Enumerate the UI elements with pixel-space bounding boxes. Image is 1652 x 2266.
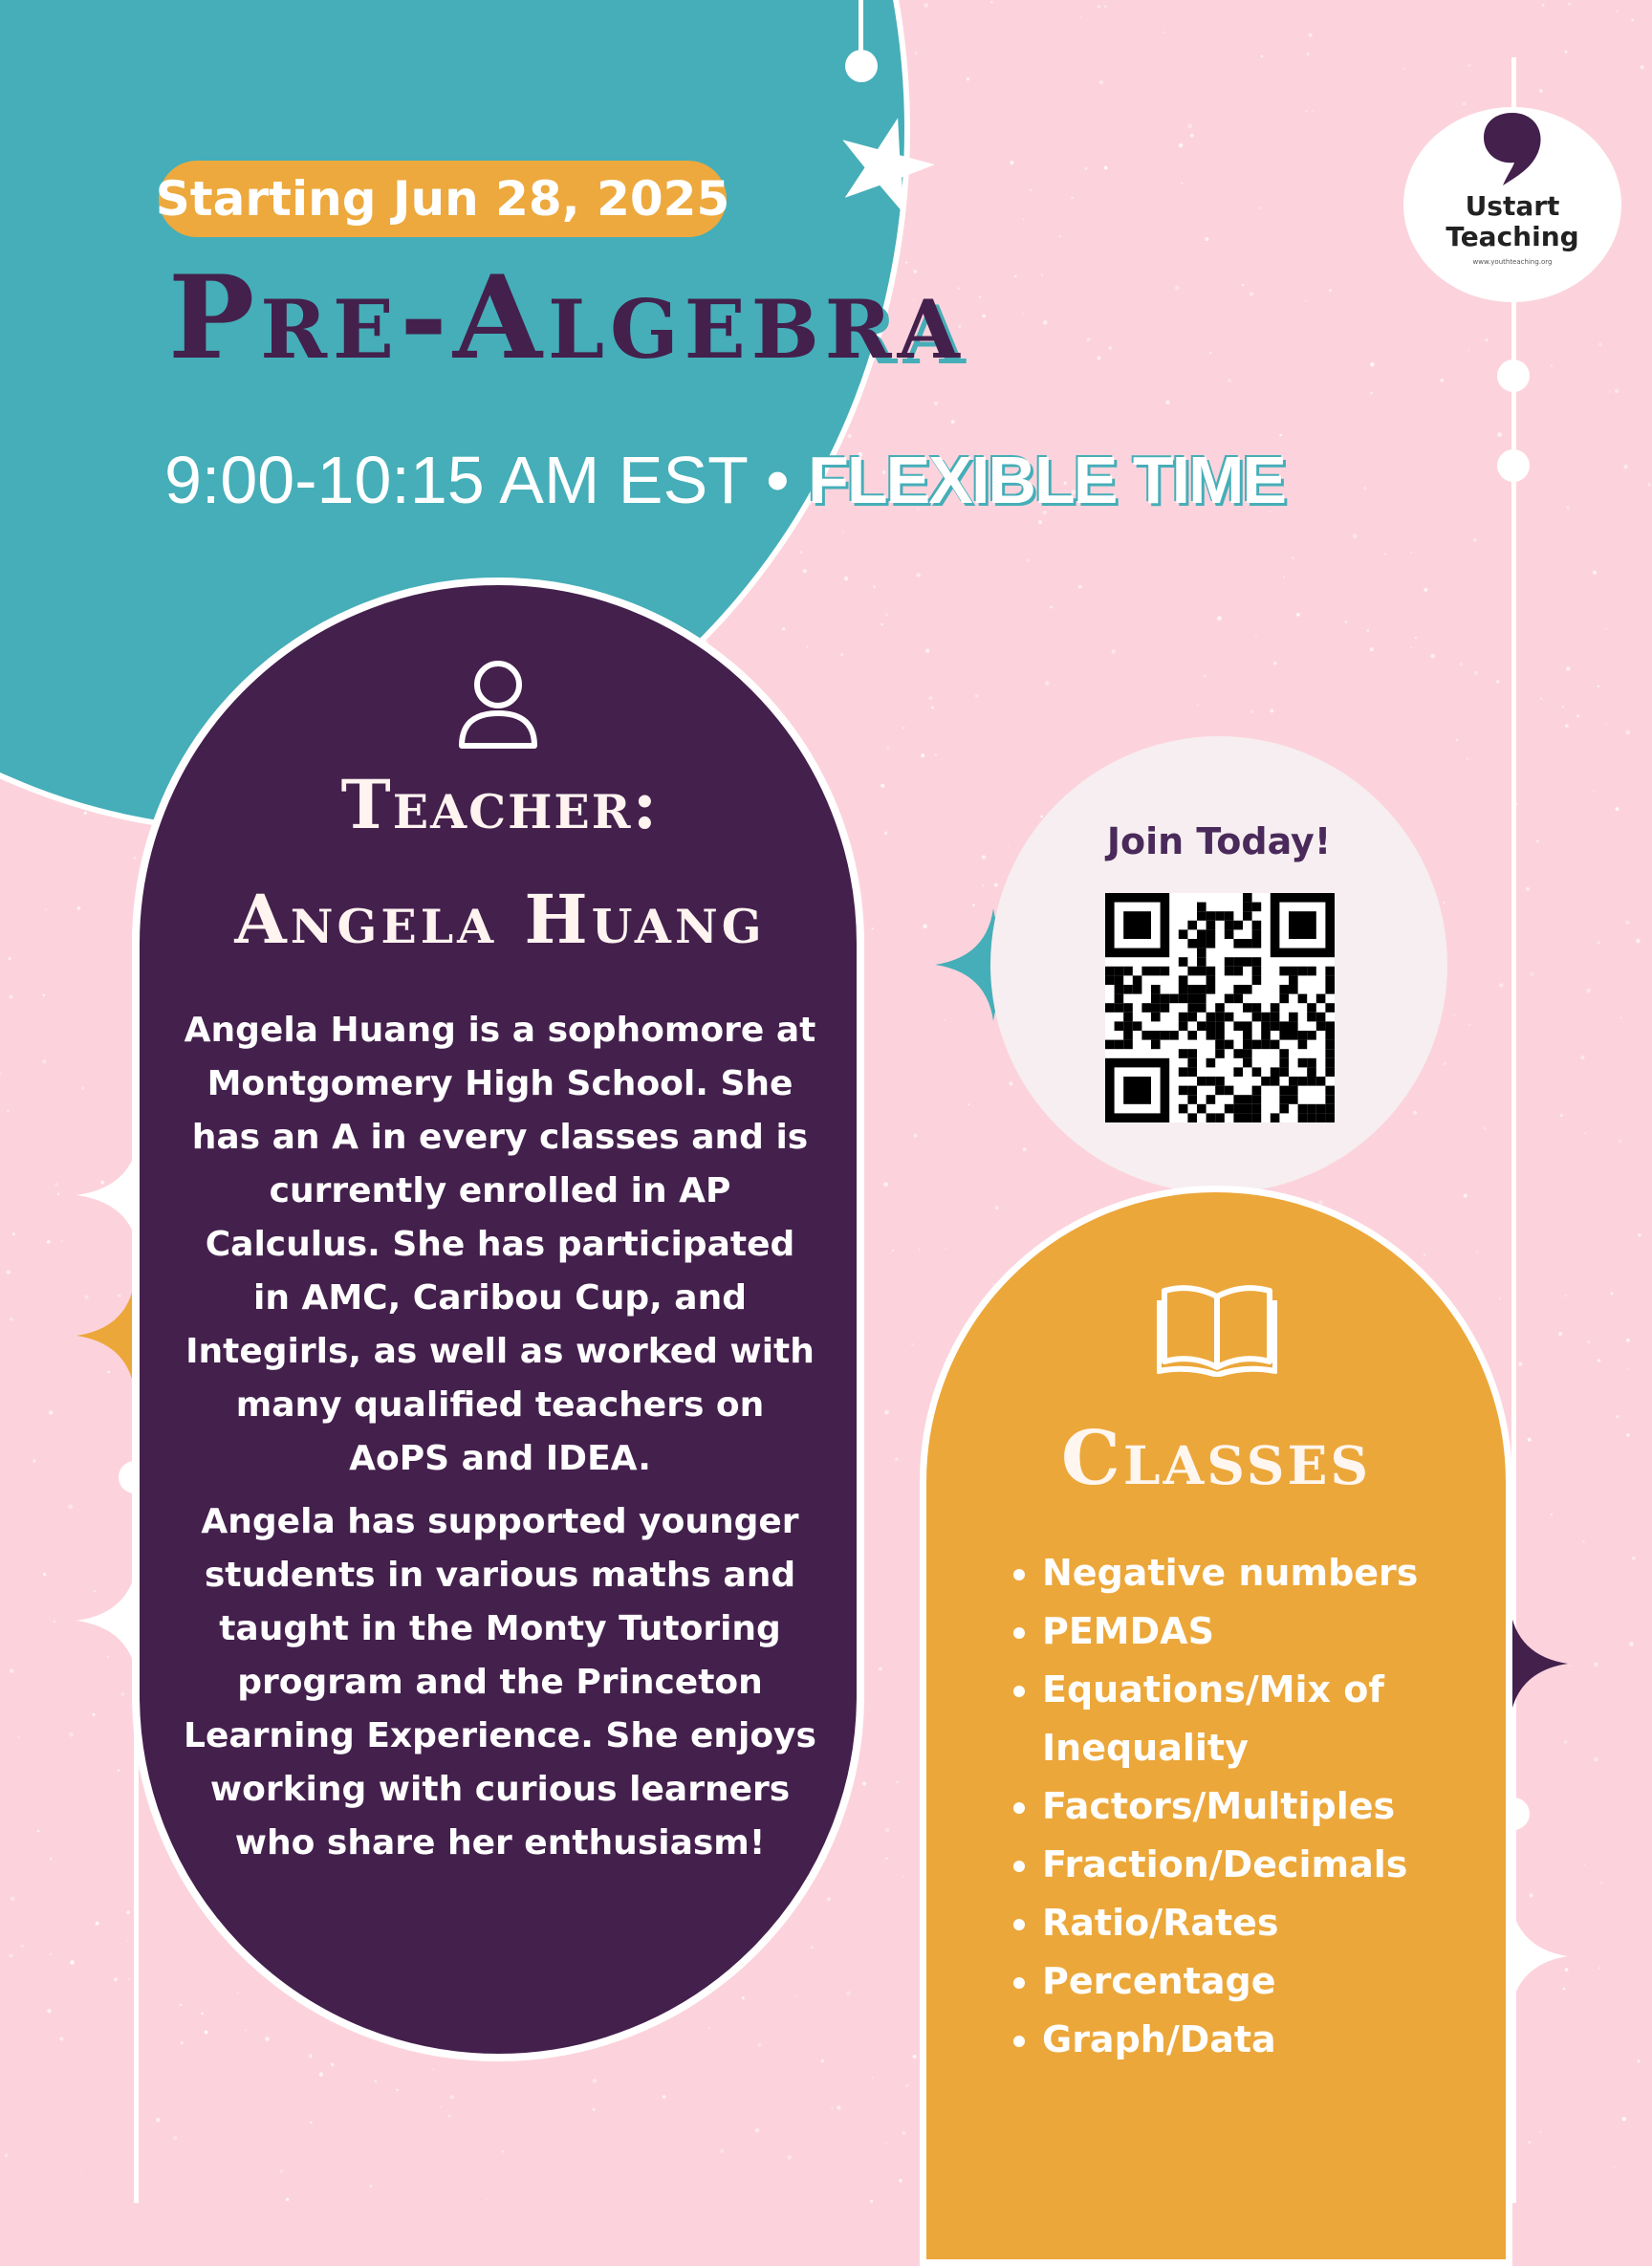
list-item: • Fraction/Decimals xyxy=(1042,1836,1539,1894)
teacher-bio-paragraph-1: Angela Huang is a sophomore at Montgomery High School. She has an A in every classes and is currently enrolled in AP Calculus. She has participated in AMC, Caribou Cup, and Integirls, as well as worked with many qualified teachers on AoPS and IDEA. xyxy=(184,1011,816,1478)
schedule-line xyxy=(164,442,1286,518)
list-item: • PEMDAS xyxy=(1042,1602,1539,1661)
list-item: • Equations/Mix of Inequality xyxy=(1042,1661,1539,1777)
book-icon xyxy=(1157,1281,1277,1377)
decor-dot xyxy=(845,50,878,82)
logo-name xyxy=(1403,191,1621,252)
list-item: • Graph/Data xyxy=(1042,2011,1539,2069)
qr-code[interactable] xyxy=(1105,893,1335,1122)
logo-name-line1: Ustart xyxy=(1465,190,1560,222)
flexible-time-label: FLEXIBLE TIME xyxy=(808,443,1286,517)
class-time: 9:00-10:15 AM EST xyxy=(164,443,748,517)
separator-dot: • xyxy=(766,443,790,517)
list-item: • Negative numbers xyxy=(1042,1544,1539,1602)
logo-name-line2: Teaching xyxy=(1446,221,1579,252)
logo-url: www.youthteaching.org xyxy=(1472,258,1553,266)
course-title: Pre-Algebra xyxy=(168,251,966,385)
list-item: • Ratio/Rates xyxy=(1042,1894,1539,1952)
list-item: • Percentage xyxy=(1042,1952,1539,2011)
person-icon xyxy=(457,658,539,750)
logo-mark-icon xyxy=(1476,109,1549,189)
start-date-badge: Starting Jun 28, 2025 xyxy=(159,161,727,237)
teacher-bio-paragraph-2: Angela has supported younger students in various maths and taught in the Monty Tutoring program and the Princeton Learning Experience. She enjoys working with curious learners who share her enthusiasm! xyxy=(184,1502,816,1863)
decor-dot xyxy=(1497,360,1530,392)
sparkle-star-icon xyxy=(837,113,943,218)
qr-code-graphic xyxy=(1105,893,1335,1122)
join-today-label: Join Today! xyxy=(1106,820,1332,862)
teacher-label: Teacher: xyxy=(340,765,660,844)
decor-dot xyxy=(1497,449,1530,482)
classes-list xyxy=(1004,1544,1539,2069)
classes-title: Classes xyxy=(1060,1415,1372,1502)
teacher-name: Angela Huang xyxy=(234,880,766,959)
list-item: • Factors/Multiples xyxy=(1042,1777,1539,1836)
